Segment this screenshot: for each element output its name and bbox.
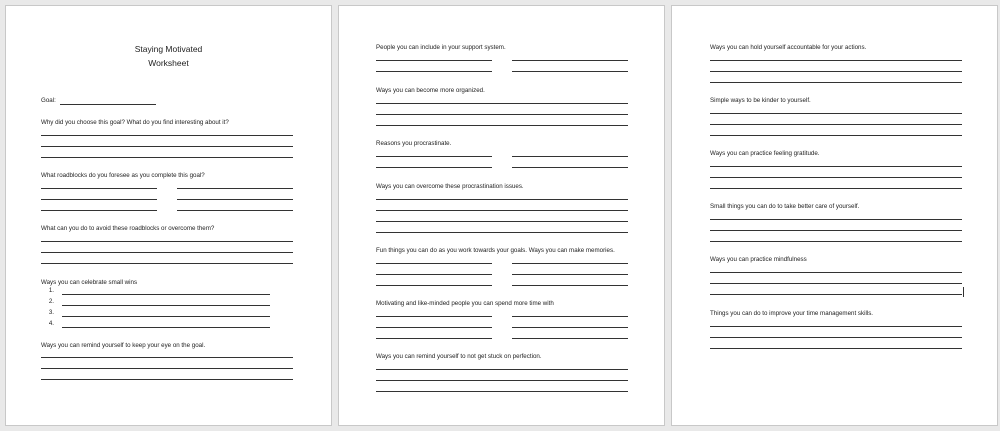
question-why-goal: Why did you choose this goal? What do you find interesting about it? — [41, 119, 229, 126]
answer-line[interactable] — [710, 82, 962, 83]
answer-line[interactable] — [376, 125, 628, 126]
answer-line[interactable] — [512, 274, 628, 275]
answer-line[interactable] — [376, 327, 492, 328]
answer-line[interactable] — [710, 283, 962, 284]
answer-line[interactable] — [710, 177, 962, 178]
list-number: 1. — [48, 287, 54, 294]
list-answer-line[interactable] — [62, 327, 270, 328]
answer-line[interactable] — [41, 146, 293, 147]
answer-line[interactable] — [512, 156, 628, 157]
question-support-system: People you can include in your support system. — [376, 44, 506, 51]
answer-line[interactable] — [710, 166, 962, 167]
answer-line[interactable] — [376, 199, 628, 200]
question-time-management: Things you can do to improve your time management skills. — [710, 310, 874, 317]
list-number: 3. — [48, 309, 54, 316]
answer-line[interactable] — [41, 188, 157, 189]
answer-line[interactable] — [710, 272, 962, 273]
text-cursor — [963, 287, 964, 297]
answer-line[interactable] — [376, 232, 628, 233]
goal-label: Goal: — [41, 97, 56, 104]
answer-line[interactable] — [41, 357, 293, 358]
answer-line[interactable] — [710, 326, 962, 327]
answer-line[interactable] — [710, 348, 962, 349]
answer-line[interactable] — [376, 156, 492, 157]
list-number: 4. — [48, 320, 54, 327]
answer-line[interactable] — [710, 135, 962, 136]
worksheet-page-1 — [5, 5, 332, 426]
goal-input-line[interactable] — [60, 104, 156, 105]
answer-line[interactable] — [710, 188, 962, 189]
answer-line[interactable] — [376, 221, 628, 222]
list-answer-line[interactable] — [62, 294, 270, 295]
answer-line[interactable] — [41, 379, 293, 380]
answer-line[interactable] — [376, 60, 492, 61]
answer-line[interactable] — [177, 199, 293, 200]
answer-line[interactable] — [41, 157, 293, 158]
answer-line[interactable] — [41, 210, 157, 211]
answer-line[interactable] — [376, 114, 628, 115]
question-procrastinate: Reasons you procrastinate. — [376, 140, 452, 147]
question-overcome-procrastination: Ways you can overcome these procrastination issues. — [376, 183, 524, 190]
worksheet-page-2 — [338, 5, 665, 426]
worksheet-page-3 — [671, 5, 998, 426]
answer-line[interactable] — [710, 219, 962, 220]
answer-line[interactable] — [376, 103, 628, 104]
answer-line[interactable] — [512, 71, 628, 72]
answer-line[interactable] — [177, 188, 293, 189]
question-perfection: Ways you can remind yourself to not get stuck on perfection. — [376, 353, 542, 360]
question-remind-goal: Ways you can remind yourself to keep your eye on the goal. — [41, 342, 206, 349]
answer-line[interactable] — [376, 316, 492, 317]
answer-line[interactable] — [41, 199, 157, 200]
answer-line[interactable] — [177, 210, 293, 211]
answer-line[interactable] — [376, 285, 492, 286]
answer-line[interactable] — [376, 380, 628, 381]
answer-line[interactable] — [710, 294, 962, 295]
list-answer-line[interactable] — [62, 305, 270, 306]
answer-line[interactable] — [376, 71, 492, 72]
question-gratitude: Ways you can practice feeling gratitude. — [710, 150, 820, 157]
answer-line[interactable] — [512, 167, 628, 168]
answer-line[interactable] — [41, 368, 293, 369]
question-avoid-roadblocks: What can you do to avoid these roadblocks or overcome them? — [41, 225, 215, 232]
answer-line[interactable] — [512, 60, 628, 61]
answer-line[interactable] — [710, 124, 962, 125]
answer-line[interactable] — [710, 71, 962, 72]
answer-line[interactable] — [376, 263, 492, 264]
answer-line[interactable] — [512, 263, 628, 264]
question-accountable: Ways you can hold yourself accountable for your actions. — [710, 44, 867, 51]
answer-line[interactable] — [41, 252, 293, 253]
answer-line[interactable] — [376, 274, 492, 275]
answer-line[interactable] — [512, 338, 628, 339]
question-celebrate-wins: Ways you can celebrate small wins — [41, 279, 138, 286]
answer-line[interactable] — [512, 327, 628, 328]
question-roadblocks: What roadblocks do you foresee as you complete this goal? — [41, 172, 205, 179]
answer-line[interactable] — [710, 230, 962, 231]
answer-line[interactable] — [512, 285, 628, 286]
worksheet-subtitle: Worksheet — [148, 58, 189, 68]
answer-line[interactable] — [376, 338, 492, 339]
answer-line[interactable] — [41, 263, 293, 264]
question-fun-things: Fun things you can do as you work towards your goals. Ways you can make memories. — [376, 247, 615, 254]
answer-line[interactable] — [41, 135, 293, 136]
question-mindfulness: Ways you can practice mindfulness — [710, 256, 807, 263]
question-kinder: Simple ways to be kinder to yourself. — [710, 97, 811, 104]
question-self-care: Small things you can do to take better care of yourself. — [710, 203, 860, 210]
answer-line[interactable] — [41, 241, 293, 242]
answer-line[interactable] — [376, 167, 492, 168]
worksheet-title: Staying Motivated — [134, 44, 203, 54]
answer-line[interactable] — [376, 369, 628, 370]
list-number: 2. — [48, 298, 54, 305]
answer-line[interactable] — [710, 60, 962, 61]
question-organized: Ways you can become more organized. — [376, 87, 485, 94]
answer-line[interactable] — [710, 241, 962, 242]
answer-line[interactable] — [710, 337, 962, 338]
list-answer-line[interactable] — [62, 316, 270, 317]
answer-line[interactable] — [376, 210, 628, 211]
question-like-minded: Motivating and like-minded people you can spend more time with — [376, 300, 554, 307]
answer-line[interactable] — [710, 113, 962, 114]
answer-line[interactable] — [512, 316, 628, 317]
answer-line[interactable] — [376, 391, 628, 392]
